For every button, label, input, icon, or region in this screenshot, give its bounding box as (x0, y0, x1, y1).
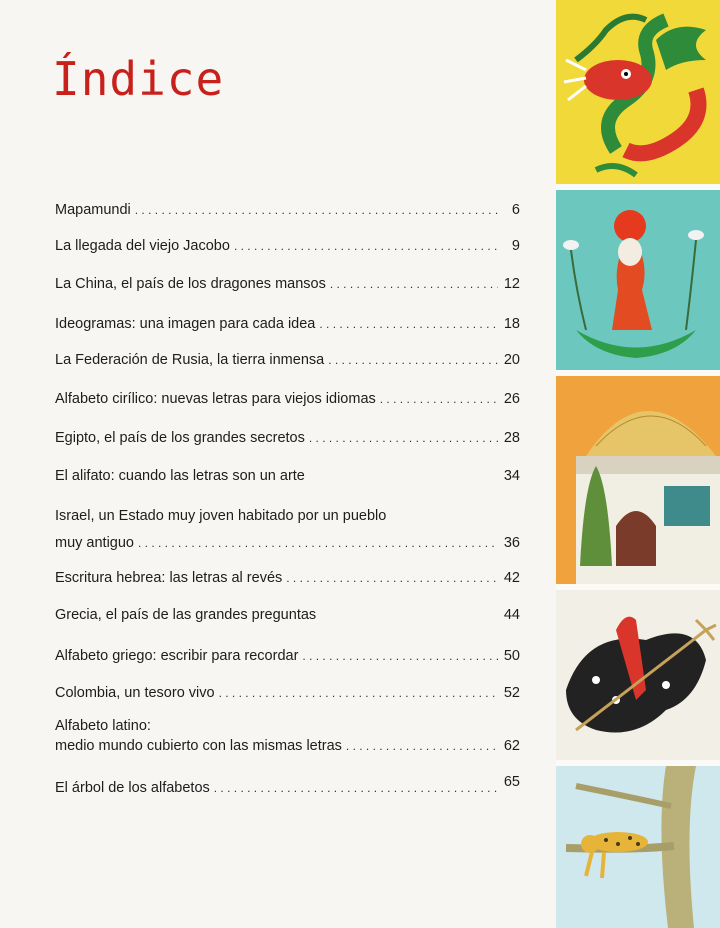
leader-dots (302, 646, 498, 666)
toc-entry-page: 28 (503, 430, 520, 446)
toc-entry-title: El alifato: cuando las letras son un arte (55, 468, 305, 484)
toc-entry-title: Grecia, el país de las grandes preguntas (55, 607, 317, 623)
toc-entry[interactable] (55, 683, 520, 703)
dome-of-the-rock-illustration (556, 376, 720, 584)
toc-entry-title: La Federación de Rusia, la tierra inmensa (55, 352, 325, 368)
toc-entry[interactable] (55, 274, 520, 294)
toc-entry[interactable] (55, 389, 520, 409)
toc-entry[interactable] (55, 200, 520, 220)
leader-dots (214, 778, 498, 798)
leader-dots (330, 274, 498, 294)
dragon-illustration (556, 0, 720, 184)
toc-entry-page: 52 (503, 685, 520, 701)
toc-entry-title: medio mundo cubierto con las mismas letras (55, 738, 342, 754)
toc-entry-title: La China, el país de los dragones mansos (55, 276, 326, 292)
toc-entry-page: 65 (503, 774, 520, 790)
egyptian-deity-illustration (556, 190, 720, 370)
toc-entry-page: 9 (511, 238, 520, 254)
toc-entry[interactable] (55, 646, 520, 666)
toc-entry-title: Escritura hebrea: las letras al revés (55, 570, 283, 586)
toc-entry-page: 6 (511, 202, 520, 218)
sea-horse-rider-illustration (556, 590, 720, 760)
toc-entry-title: Colombia, un tesoro vivo (55, 685, 215, 701)
leader-dots (328, 350, 498, 370)
leader-dots (219, 683, 498, 703)
toc-entry[interactable] (55, 774, 520, 798)
toc-entry[interactable] (55, 350, 520, 370)
leader-dots (346, 736, 498, 756)
toc-entry-title: Alfabeto griego: escribir para recordar (55, 648, 299, 664)
jaguar-in-tree-illustration (556, 766, 720, 928)
toc-entry[interactable] (55, 314, 520, 334)
toc-entry[interactable] (55, 428, 520, 448)
toc-entry-page: 34 (503, 468, 520, 484)
leader-dots (309, 428, 498, 448)
toc-entry-title: Alfabeto cirílico: nuevas letras para viejos idiomas (55, 391, 376, 407)
toc-entry-page: 62 (503, 738, 520, 754)
toc-entry[interactable] (55, 716, 520, 756)
toc-entry-title-line: Alfabeto latino: (55, 718, 151, 734)
toc-entry[interactable] (55, 506, 520, 553)
page-title: Índice (52, 52, 225, 106)
toc-entry-title: Mapamundi (55, 202, 131, 218)
toc-entry[interactable] (55, 466, 520, 486)
toc-entry[interactable] (55, 236, 520, 256)
leader-dots (234, 236, 498, 256)
toc-entry-title: muy antiguo (55, 535, 134, 551)
toc-entry[interactable] (55, 605, 520, 625)
toc-entry-page: 36 (503, 535, 520, 551)
toc-entry-page: 18 (503, 316, 520, 332)
toc-entry-title: El árbol de los alfabetos (55, 780, 210, 796)
toc-entry-title: Egipto, el país de los grandes secretos (55, 430, 305, 446)
toc-entry-page: 44 (503, 607, 520, 623)
toc-entry-page: 50 (503, 648, 520, 664)
leader-dots (135, 200, 498, 220)
toc-entry-title: La llegada del viejo Jacobo (55, 238, 230, 254)
leader-dots (380, 389, 498, 409)
leader-dots (138, 533, 498, 553)
illustration-strip (556, 0, 720, 928)
toc-entry-page: 20 (503, 352, 520, 368)
leader-dots (319, 314, 498, 334)
toc-entry[interactable] (55, 568, 520, 588)
toc-entry-page: 12 (503, 276, 520, 292)
leader-dots (286, 568, 498, 588)
toc-entry-title: Ideogramas: una imagen para cada idea (55, 316, 316, 332)
toc-entry-title-line: Israel, un Estado muy joven habitado por un pueblo (55, 508, 387, 524)
toc-entry-page: 26 (503, 391, 520, 407)
toc-entry-page: 42 (503, 570, 520, 586)
